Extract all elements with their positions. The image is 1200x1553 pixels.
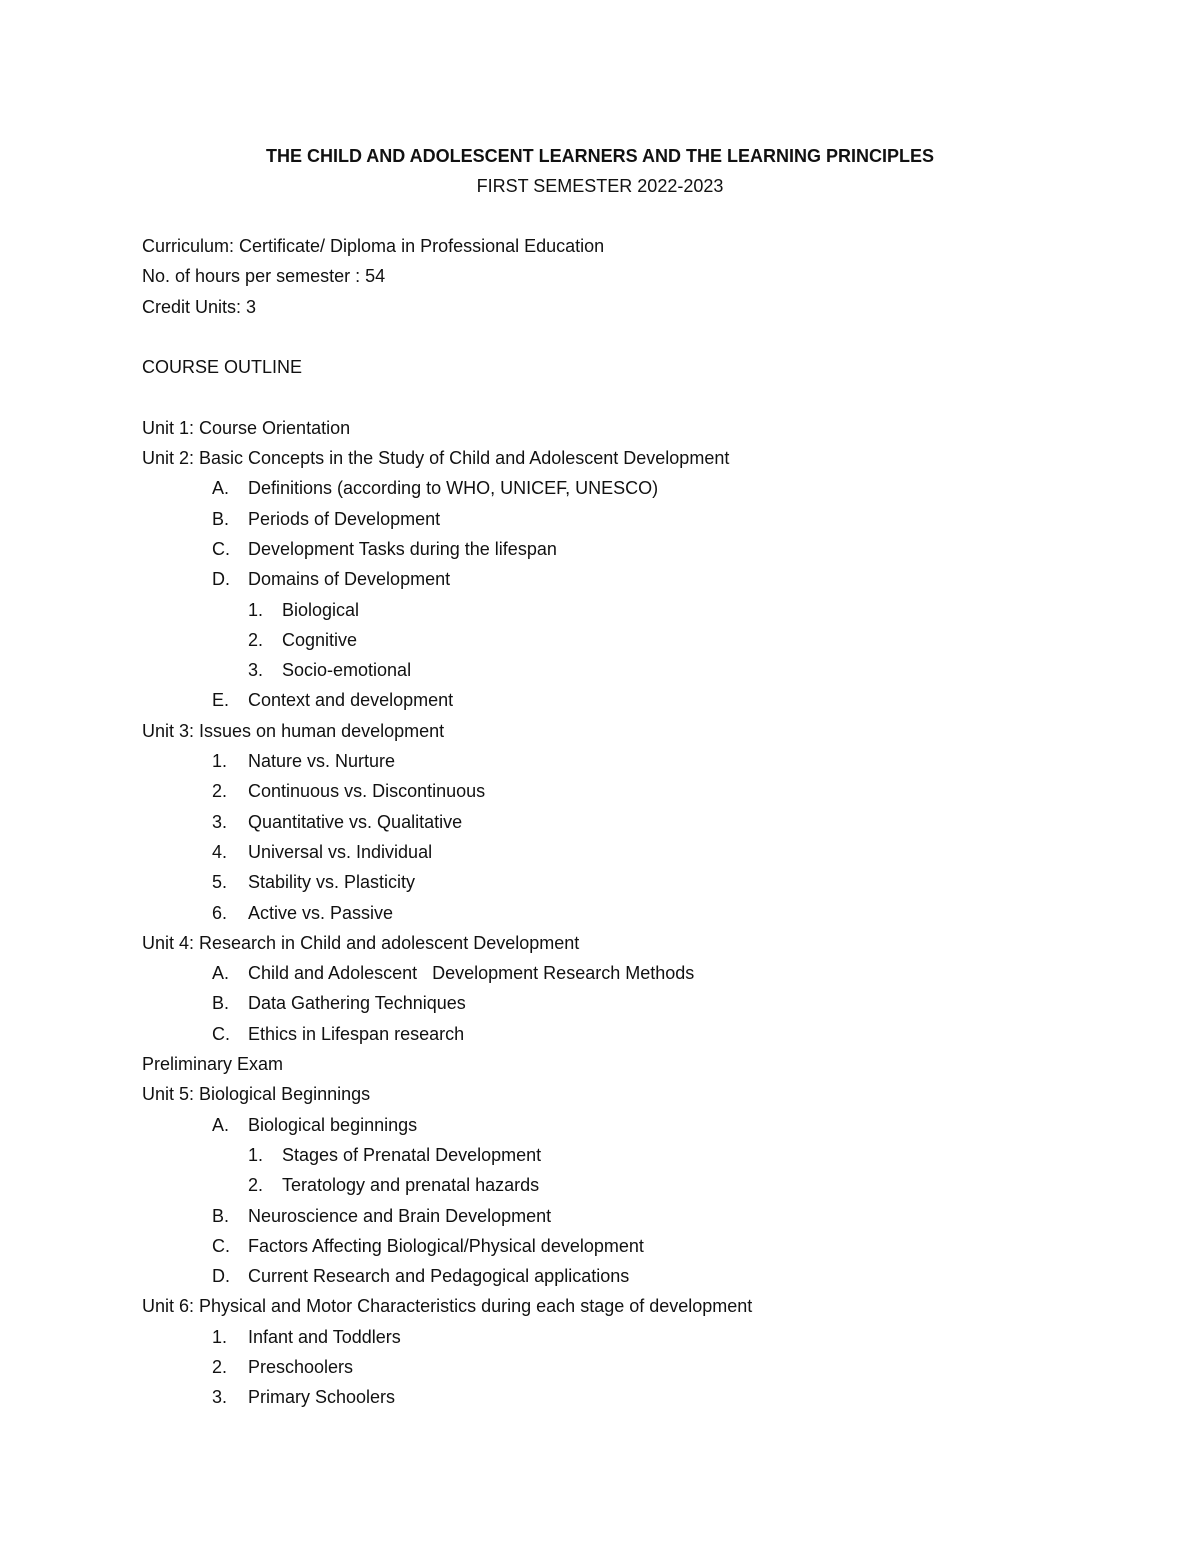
list-item-text: Child and Adolescent Development Research Methods [248, 963, 695, 984]
document-title: THE CHILD AND ADOLESCENT LEARNERS AND THE LEARNING PRINCIPLES [265, 146, 935, 166]
list-item-text: Active vs. Passive [248, 902, 394, 923]
list-item [142, 1204, 1142, 1234]
list-item-text: Data Gathering Techniques [248, 993, 466, 1014]
spacer [142, 385, 1142, 415]
list-marker: 2. [248, 1175, 264, 1196]
unit-5-heading: Unit 5: Biological Beginnings [142, 1084, 371, 1105]
list-marker: 1. [212, 1326, 228, 1347]
list-item-text: Quantitative vs. Qualitative [248, 811, 463, 832]
list-item-text: Factors Affecting Biological/Physical development [248, 1235, 644, 1256]
list-marker: A. [212, 1114, 230, 1135]
list-item [142, 1264, 1142, 1294]
list-marker: D. [212, 1266, 230, 1287]
list-item [142, 1355, 1142, 1385]
sub-list-item [142, 658, 1142, 688]
list-marker: 5. [212, 872, 228, 893]
list-marker: 1. [248, 599, 264, 620]
credits-line: Credit Units: 3 [142, 296, 257, 317]
unit-1-heading: Unit 1: Course Orientation [142, 417, 351, 438]
list-item-text: Context and development [248, 690, 454, 711]
list-item-text: Current Research and Pedagogical applications [248, 1266, 630, 1287]
list-marker: 2. [248, 629, 264, 650]
list-item-text: Ethics in Lifespan research [248, 1023, 465, 1044]
list-marker: A. [212, 963, 230, 984]
unit-4-heading: Unit 4: Research in Child and adolescent Development [142, 932, 580, 953]
list-item-text: Socio-emotional [282, 660, 412, 681]
list-item [142, 749, 1142, 779]
list-item [142, 779, 1142, 809]
list-item [142, 1022, 1142, 1052]
list-item-text: Development Tasks during the lifespan [248, 538, 557, 559]
sub-list-item [142, 628, 1142, 658]
list-item [142, 1234, 1142, 1264]
list-marker: A. [212, 478, 230, 499]
list-item-text: Preschoolers [248, 1356, 354, 1377]
list-item [142, 567, 1142, 597]
sub-list-item [142, 598, 1142, 628]
list-marker: C. [212, 538, 230, 559]
list-item-text: Stability vs. Plasticity [248, 872, 416, 893]
list-item-text: Teratology and prenatal hazards [282, 1175, 540, 1196]
sub-list-item [142, 1173, 1142, 1203]
list-item-text: Biological beginnings [248, 1114, 418, 1135]
list-marker: C. [212, 1023, 230, 1044]
hours-line: No. of hours per semester : 54 [142, 266, 386, 287]
list-item [142, 961, 1142, 991]
list-item-text: Nature vs. Nurture [248, 751, 396, 772]
list-item [142, 537, 1142, 567]
spacer [142, 325, 1142, 355]
document-body [142, 234, 1142, 1416]
list-marker: C. [212, 1235, 230, 1256]
list-item [142, 1385, 1142, 1415]
list-marker: B. [212, 1205, 230, 1226]
list-item-text: Neuroscience and Brain Development [248, 1205, 552, 1226]
unit-6-heading: Unit 6: Physical and Motor Characteristics during each stage of development [142, 1296, 753, 1317]
unit-2-heading: Unit 2: Basic Concepts in the Study of Child and Adolescent Development [142, 448, 730, 469]
sub-list-item [142, 1143, 1142, 1173]
list-marker: 1. [248, 1144, 264, 1165]
list-marker: 3. [248, 660, 264, 681]
list-item [142, 810, 1142, 840]
list-marker: 3. [212, 1387, 228, 1408]
list-item [142, 1325, 1142, 1355]
list-marker: 2. [212, 781, 228, 802]
list-item-text: Universal vs. Individual [248, 841, 433, 862]
unit-3-heading: Unit 3: Issues on human development [142, 720, 445, 741]
list-item-text: Cognitive [282, 629, 358, 650]
list-marker: B. [212, 508, 230, 529]
list-item-text: Primary Schoolers [248, 1387, 396, 1408]
list-marker: E. [212, 690, 230, 711]
semester-subtitle: FIRST SEMESTER 2022-2023 [476, 176, 724, 196]
list-item [142, 901, 1142, 931]
list-marker: 3. [212, 811, 228, 832]
list-item [142, 991, 1142, 1021]
list-item [142, 688, 1142, 718]
list-item [142, 870, 1142, 900]
list-marker: 6. [212, 902, 228, 923]
list-item-text: Biological [282, 599, 360, 620]
list-marker: B. [212, 993, 230, 1014]
list-item-text: Periods of Development [248, 508, 441, 529]
list-item [142, 507, 1142, 537]
list-item-text: Continuous vs. Discontinuous [248, 781, 486, 802]
course-outline-heading: COURSE OUTLINE [142, 357, 303, 378]
list-item [142, 476, 1142, 506]
list-item-text: Domains of Development [248, 569, 451, 590]
list-item [142, 1113, 1142, 1143]
list-item [142, 840, 1142, 870]
list-marker: D. [212, 569, 230, 590]
list-item-text: Infant and Toddlers [248, 1326, 401, 1347]
list-marker: 1. [212, 751, 228, 772]
curriculum-line: Curriculum: Certificate/ Diploma in Professional Education [142, 236, 605, 256]
list-marker: 4. [212, 841, 228, 862]
preliminary-exam: Preliminary Exam [142, 1054, 284, 1075]
list-item-text: Definitions (according to WHO, UNICEF, UNESCO) [248, 478, 659, 499]
list-marker: 2. [212, 1356, 228, 1377]
list-item-text: Stages of Prenatal Development [282, 1144, 542, 1165]
